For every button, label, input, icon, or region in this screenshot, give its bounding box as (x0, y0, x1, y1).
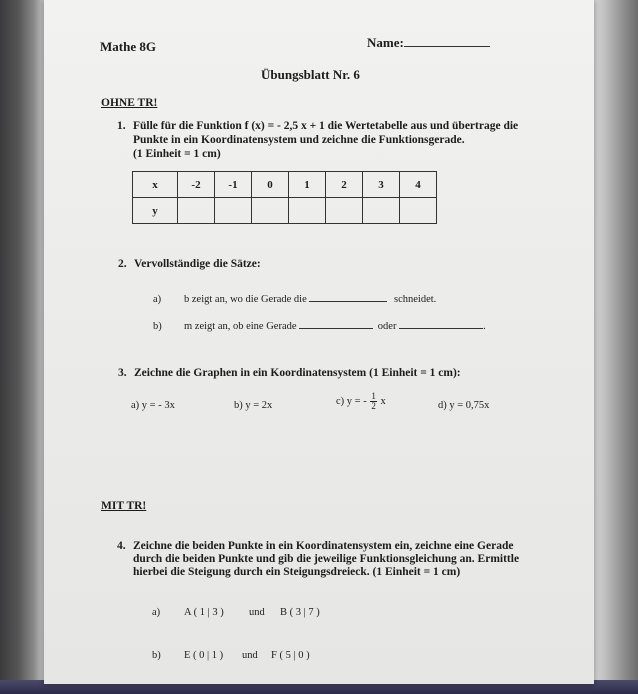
table-header-y: y (133, 198, 178, 224)
section-heading-with-calculator: MIT TR! (101, 500, 147, 512)
task4-a-label: a) (152, 607, 161, 618)
task4-b-and: und (242, 650, 258, 661)
task3-c-fraction (370, 392, 377, 411)
value-table (132, 171, 437, 224)
name-label: Name: (367, 35, 404, 50)
task1-line3: (1 Einheit = 1 cm) (133, 148, 221, 160)
background-edge (594, 0, 638, 694)
task2-b-blank1 (299, 328, 373, 329)
task3-c (336, 392, 386, 411)
task3-title: Zeichne die Graphen in ein Koordinatensystem (1 Einheit = 1 cm): (134, 367, 461, 379)
value-table-row-x (133, 172, 437, 198)
task2-b-text2: oder (377, 321, 397, 332)
task4-b-point1: E ( 0 | 1 ) (184, 650, 224, 661)
table-cell-x: 4 (400, 172, 437, 198)
task2-b-text1: m zeigt an, ob eine Gerade (184, 321, 297, 332)
name-field (367, 35, 490, 51)
task2-b-label: b) (153, 321, 162, 332)
table-cell-x: -2 (178, 172, 215, 198)
task4-a-and: und (249, 607, 265, 618)
task1-number: 1. (117, 120, 126, 132)
course-label: Mathe 8G (100, 39, 156, 54)
table-cell-y (400, 198, 437, 224)
task4-line3: hierbei die Steigung durch ein Steigungsdreieck. (1 Einheit = 1 cm) (133, 566, 461, 578)
section-heading-no-calculator: OHNE TR! (101, 97, 158, 109)
task2-number: 2. (118, 258, 127, 270)
task3-c-suffix: x (380, 395, 386, 407)
task2-b-end: . (483, 321, 486, 332)
task3-a: a) y = - 3x (131, 400, 175, 411)
table-cell-y (289, 198, 326, 224)
task2-b-sentence (184, 321, 486, 332)
task2-a-text2: schneidet. (394, 294, 437, 305)
task1-line2: Punkte in ein Koordinatensystem und zeichne die Funktionsgerade. (133, 134, 465, 146)
task1-line1: Fülle für die Funktion f (x) = - 2,5 x + 1 die Wertetabelle aus und übertrage die (133, 120, 519, 132)
value-table-row-y (133, 198, 437, 224)
task4-number: 4. (117, 540, 126, 552)
task2-a-label: a) (153, 294, 162, 305)
table-cell-y (215, 198, 252, 224)
worksheet-page (44, 0, 594, 684)
table-cell-y (252, 198, 289, 224)
table-cell-x: -1 (215, 172, 252, 198)
table-cell-x: 2 (326, 172, 363, 198)
task4-b-point2: F ( 5 | 0 ) (271, 650, 310, 661)
task2-a-blank (309, 301, 387, 302)
task4-line1: Zeichne die beiden Punkte in ein Koordinatensystem ein, zeichne eine Gerade (133, 540, 514, 552)
table-cell-y (326, 198, 363, 224)
task2-b-blank2 (399, 328, 483, 329)
task2-a-sentence (184, 294, 436, 305)
task4-a-point1: A ( 1 | 3 ) (184, 607, 224, 618)
task4-line2: durch die beiden Punkte und gib die jeweilige Funktionsgleichung an. Ermittle (133, 553, 520, 565)
table-cell-x: 0 (252, 172, 289, 198)
task3-d: d) y = 0,75x (438, 400, 490, 411)
task4-a-point2: B ( 3 | 7 ) (280, 607, 320, 618)
task3-c-prefix: c) y = - (336, 395, 367, 407)
task4-b-label: b) (152, 650, 161, 661)
table-cell-y (178, 198, 215, 224)
table-header-x: x (133, 172, 178, 198)
table-cell-x: 3 (363, 172, 400, 198)
task2-a-text1: b zeigt an, wo die Gerade die (184, 294, 307, 305)
task2-title: Vervollständige die Sätze: (134, 258, 261, 270)
task3-b: b) y = 2x (234, 400, 273, 411)
worksheet-title: Übungsblatt Nr. 6 (261, 67, 360, 82)
fraction-denominator: 2 (371, 401, 376, 411)
table-cell-x: 1 (289, 172, 326, 198)
name-blank (404, 46, 490, 47)
table-cell-y (363, 198, 400, 224)
fraction-numerator: 1 (371, 391, 376, 401)
task3-number: 3. (118, 367, 127, 379)
